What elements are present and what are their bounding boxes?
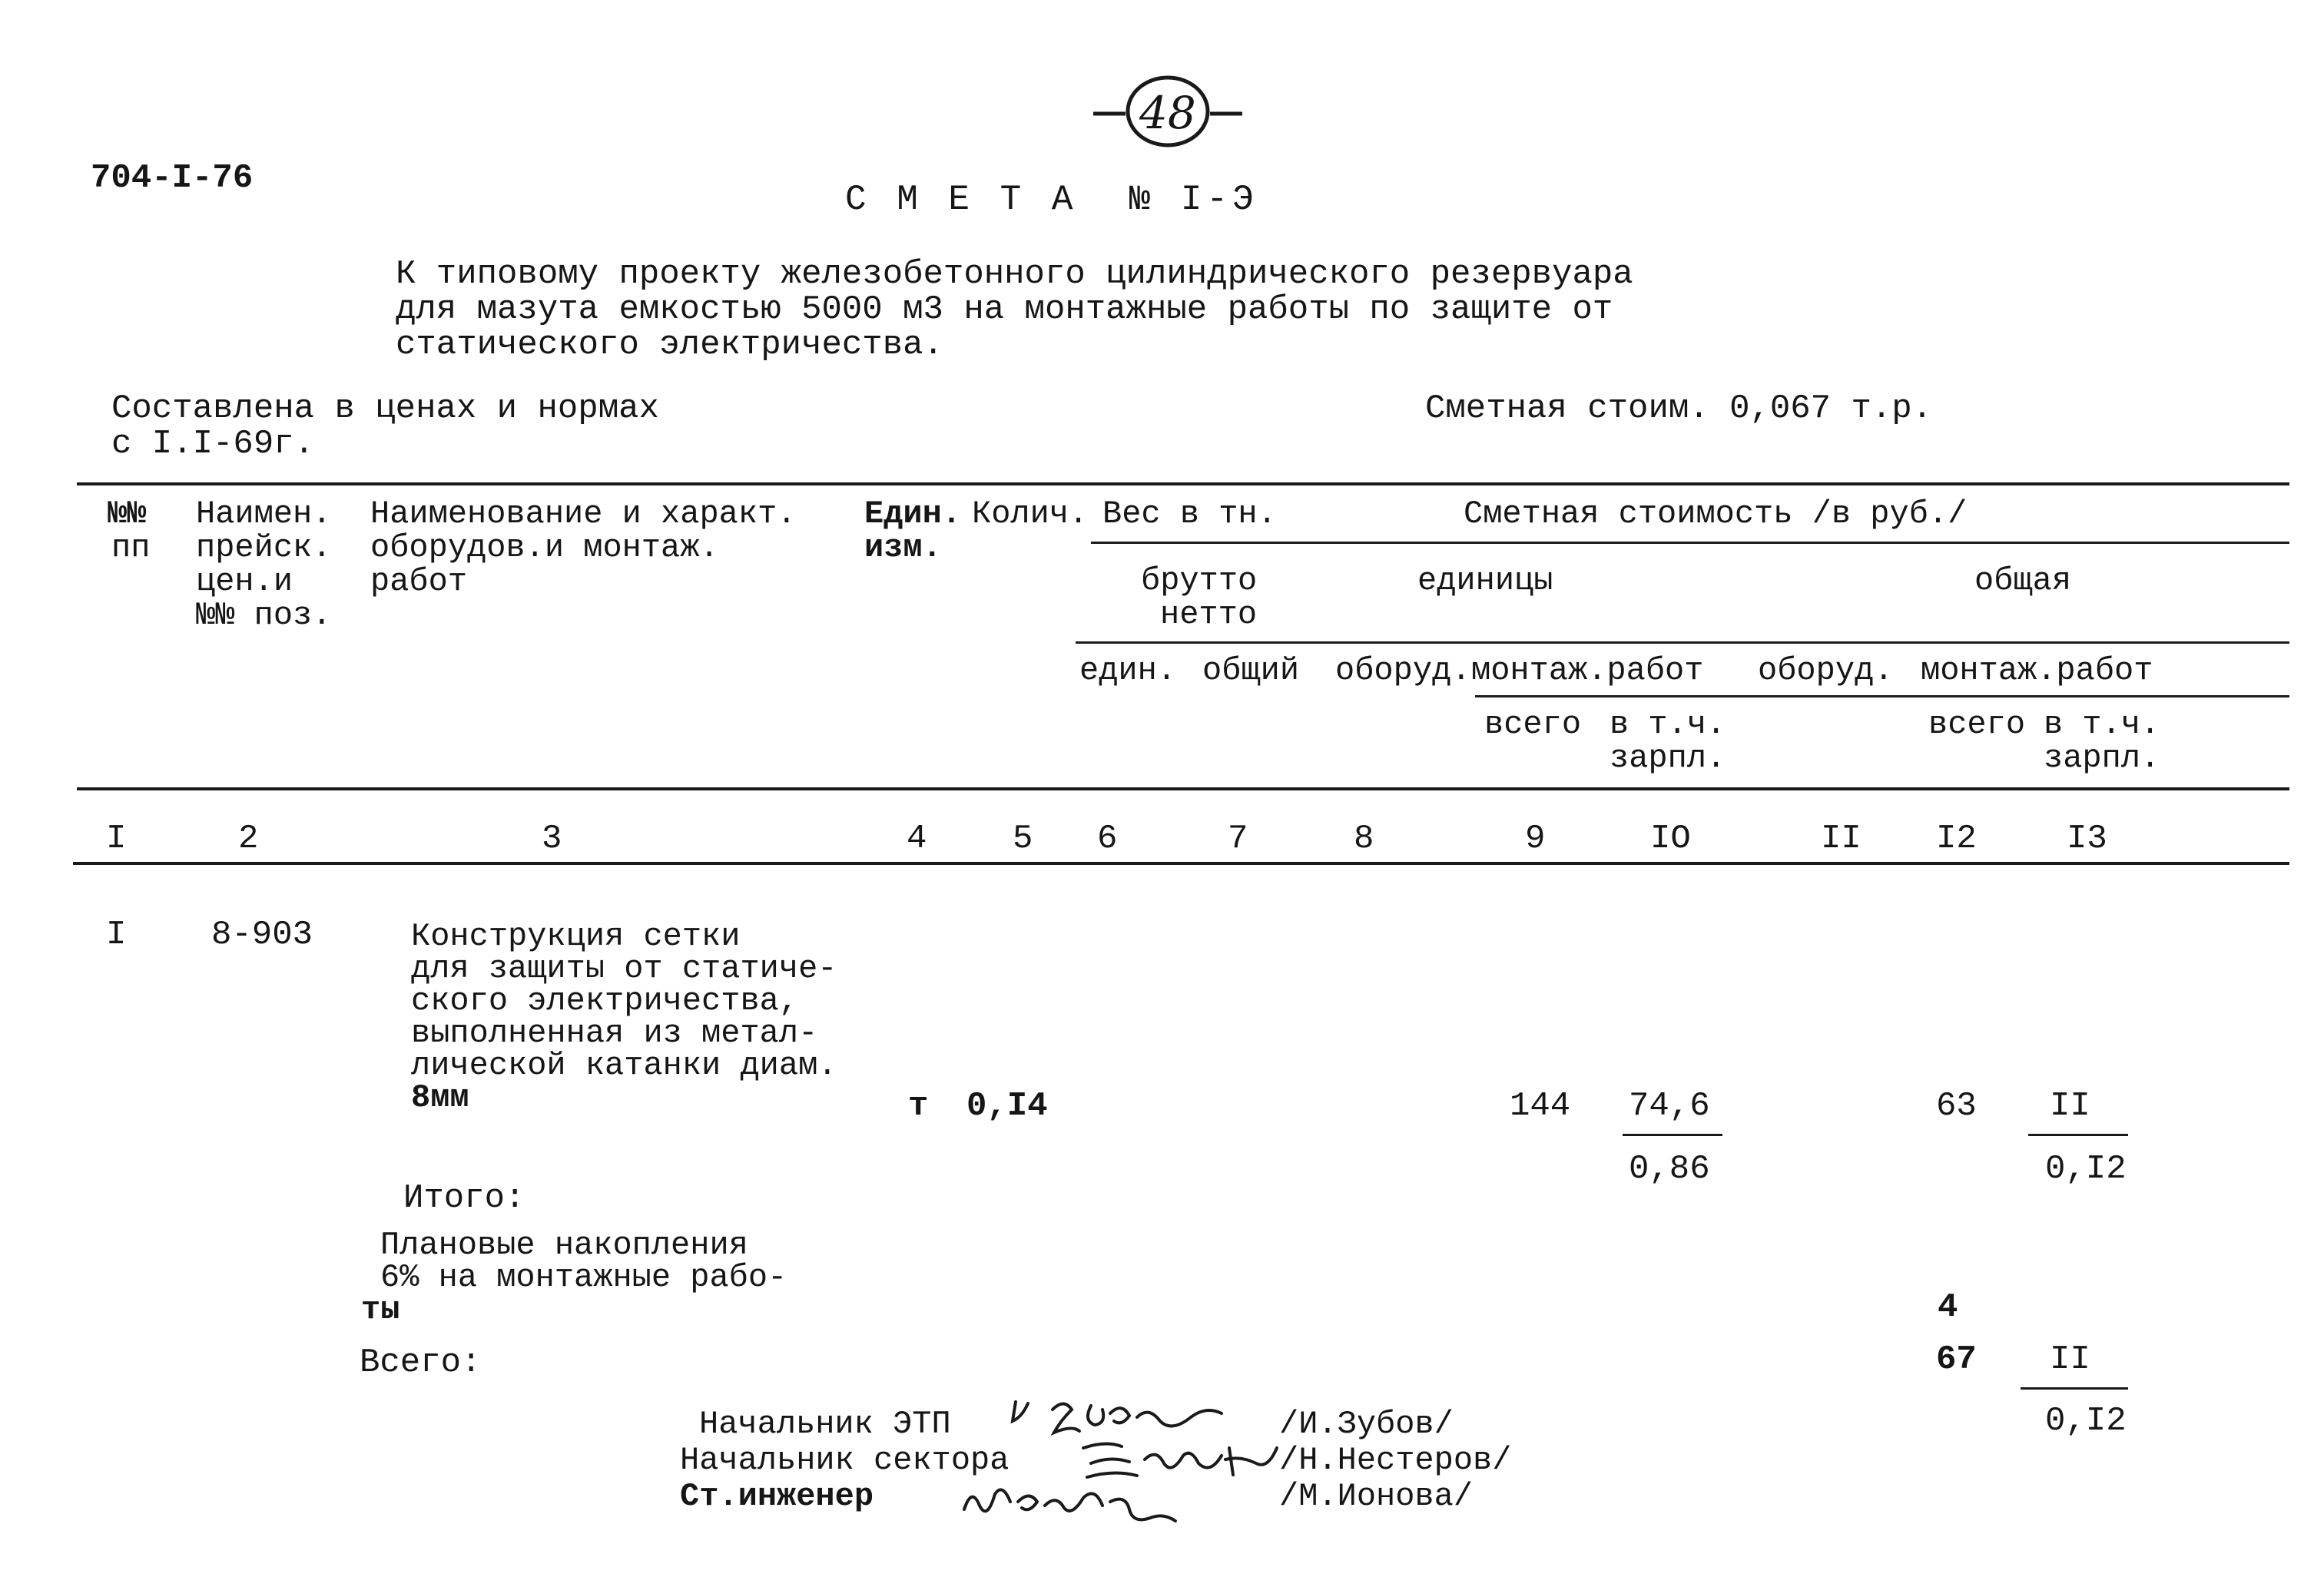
row-desc-line-2: для защиты от статиче-	[411, 950, 837, 987]
header-mount-unit: монтаж.работ	[1471, 652, 1704, 689]
row-desc-line-4: выполненная из метал-	[411, 1015, 818, 1052]
plan-line-2: 6% на монтажные рабо-	[380, 1259, 787, 1296]
header-netto: нетто	[1160, 596, 1258, 633]
header-total: общая	[1974, 562, 2072, 599]
row-unit: т	[908, 1087, 929, 1125]
col-number-9: 9	[1525, 820, 1546, 858]
header-weight-total: общий	[1202, 652, 1300, 689]
col-number-7: 7	[1228, 820, 1248, 858]
header-weight: Вес в тн.	[1102, 495, 1277, 532]
row-mount-total-fraction-line	[2028, 1134, 2128, 1136]
col-number-4: 4	[907, 820, 927, 858]
row-number: I	[106, 916, 127, 954]
col-number-10: IO	[1650, 820, 1691, 858]
signature-name-2: /Н.Нестеров/	[1279, 1442, 1512, 1479]
col-number-5: 5	[1013, 820, 1033, 858]
header-col4-line1: Един.	[864, 495, 962, 532]
header-col1-line2: пп	[111, 529, 151, 566]
plan-value: 4	[1938, 1288, 1958, 1327]
col-number-12: I2	[1936, 820, 1977, 858]
col-number-1: I	[106, 820, 127, 858]
col-number-13: I3	[2067, 820, 2107, 858]
signature-role-1: Начальник ЭТП	[699, 1406, 951, 1443]
signature-name-1: /И.Зубов/	[1279, 1406, 1454, 1443]
header-col3-line1: Наименование и характ.	[370, 495, 797, 532]
header-brutto: брутто	[1141, 562, 1258, 599]
header-col2-line2: прейск.	[196, 529, 332, 566]
signature-role-2: Начальник сектора	[680, 1442, 1009, 1479]
header-col4-line2: изм.	[864, 529, 942, 566]
vsego-mount-wage: 0,I2	[2045, 1402, 2127, 1440]
col-number-11: II	[1821, 820, 1862, 858]
intro-line-2: для мазута емкостью 5000 м3 на монтажные работы по защите от	[396, 290, 1613, 329]
header-line-sub	[1076, 641, 2289, 644]
col-number-6: 6	[1097, 820, 1118, 858]
row-desc-line-3: ского электричества,	[411, 982, 799, 1019]
header-equip-total: оборуд.	[1758, 652, 1894, 689]
vsego-equip-total: 67	[1936, 1340, 1977, 1379]
intro-line-3: статического электричества.	[396, 326, 943, 364]
row-mount-unit-fraction-line	[1623, 1134, 1722, 1136]
row-desc-line-1: Конструкция сетки	[411, 918, 741, 955]
header-col2-line3: цен.и	[196, 563, 293, 600]
intro-line-1: К типовому проекту железобетонного цилиндрического резервуара	[396, 255, 1633, 293]
header-sub1-incl: в т.ч.	[1610, 706, 1726, 743]
page-number-stamp	[1087, 69, 1248, 154]
header-sub2-total: всего	[1928, 706, 2026, 743]
col-number-8: 8	[1354, 820, 1374, 858]
header-col3-line3: работ	[370, 563, 468, 600]
column-number-line	[73, 862, 2289, 865]
header-weight-unit: един.	[1079, 652, 1177, 689]
vsego-fraction-line	[2021, 1387, 2128, 1390]
col-number-3: 3	[542, 820, 562, 858]
plan-line-3: ты	[361, 1291, 400, 1328]
header-col5: Колич.	[972, 495, 1089, 532]
estimated-cost: Сметная стоим. 0,067 т.р.	[1425, 389, 1933, 428]
header-sub2-wage: зарпл.	[2044, 740, 2160, 777]
row-desc-line-6: 8мм	[411, 1079, 469, 1116]
vsego-label: Всего:	[360, 1343, 482, 1382]
row-price-code: 8-903	[211, 916, 313, 954]
page-number: 48	[1139, 87, 1196, 139]
header-equip-unit: оборуд.	[1335, 652, 1471, 689]
header-col3-line2: оборудов.и монтаж.	[370, 529, 719, 566]
header-col1-line1: №№	[108, 495, 147, 532]
row-mount-total: II	[2050, 1087, 2090, 1125]
row-mount-unit-cost: 74,6	[1629, 1087, 1710, 1125]
col-number-2: 2	[238, 820, 259, 858]
row-equip-total: 63	[1936, 1087, 1977, 1125]
header-mount-total: монтаж.работ	[1921, 652, 2153, 689]
header-sub2-incl: в т.ч.	[2044, 706, 2160, 743]
header-sub1-wage: зарпл.	[1610, 740, 1726, 777]
compiled-line-1: Составлена в ценах и нормах	[111, 389, 659, 428]
row-equip-unit-cost: 144	[1510, 1087, 1571, 1125]
header-line-sub2	[1475, 695, 2289, 697]
document-code: 704-I-76	[91, 159, 254, 197]
vsego-mount-total: II	[2050, 1340, 2090, 1379]
header-sub1-total: всего	[1484, 706, 1582, 743]
row-quantity: 0,I4	[966, 1087, 1048, 1125]
header-line-cost	[1091, 542, 2289, 544]
signature-name-3: /М.Ионова/	[1279, 1478, 1474, 1515]
plan-line-1: Плановые накопления	[380, 1227, 748, 1264]
row-desc-line-5: лической катанки диам.	[411, 1047, 837, 1084]
row-mount-unit-wage: 0,86	[1629, 1150, 1710, 1188]
header-bottom-line	[77, 787, 2289, 790]
handwritten-signature-3	[956, 1471, 1179, 1532]
table-top-line	[77, 482, 2289, 485]
itogo-label: Итого:	[403, 1179, 525, 1218]
header-col2-line1: Наимен.	[196, 495, 332, 532]
signature-role-3: Ст.инженер	[680, 1478, 874, 1515]
header-cost: Сметная стоимость /в руб./	[1464, 495, 1968, 532]
header-col2-line4: №№ поз.	[196, 597, 332, 634]
document-title: С М Е Т А № I-Э	[845, 180, 1258, 220]
row-mount-total-wage: 0,I2	[2045, 1150, 2127, 1188]
header-unit: единицы	[1417, 562, 1553, 599]
compiled-line-2: с I.I-69г.	[111, 425, 315, 463]
